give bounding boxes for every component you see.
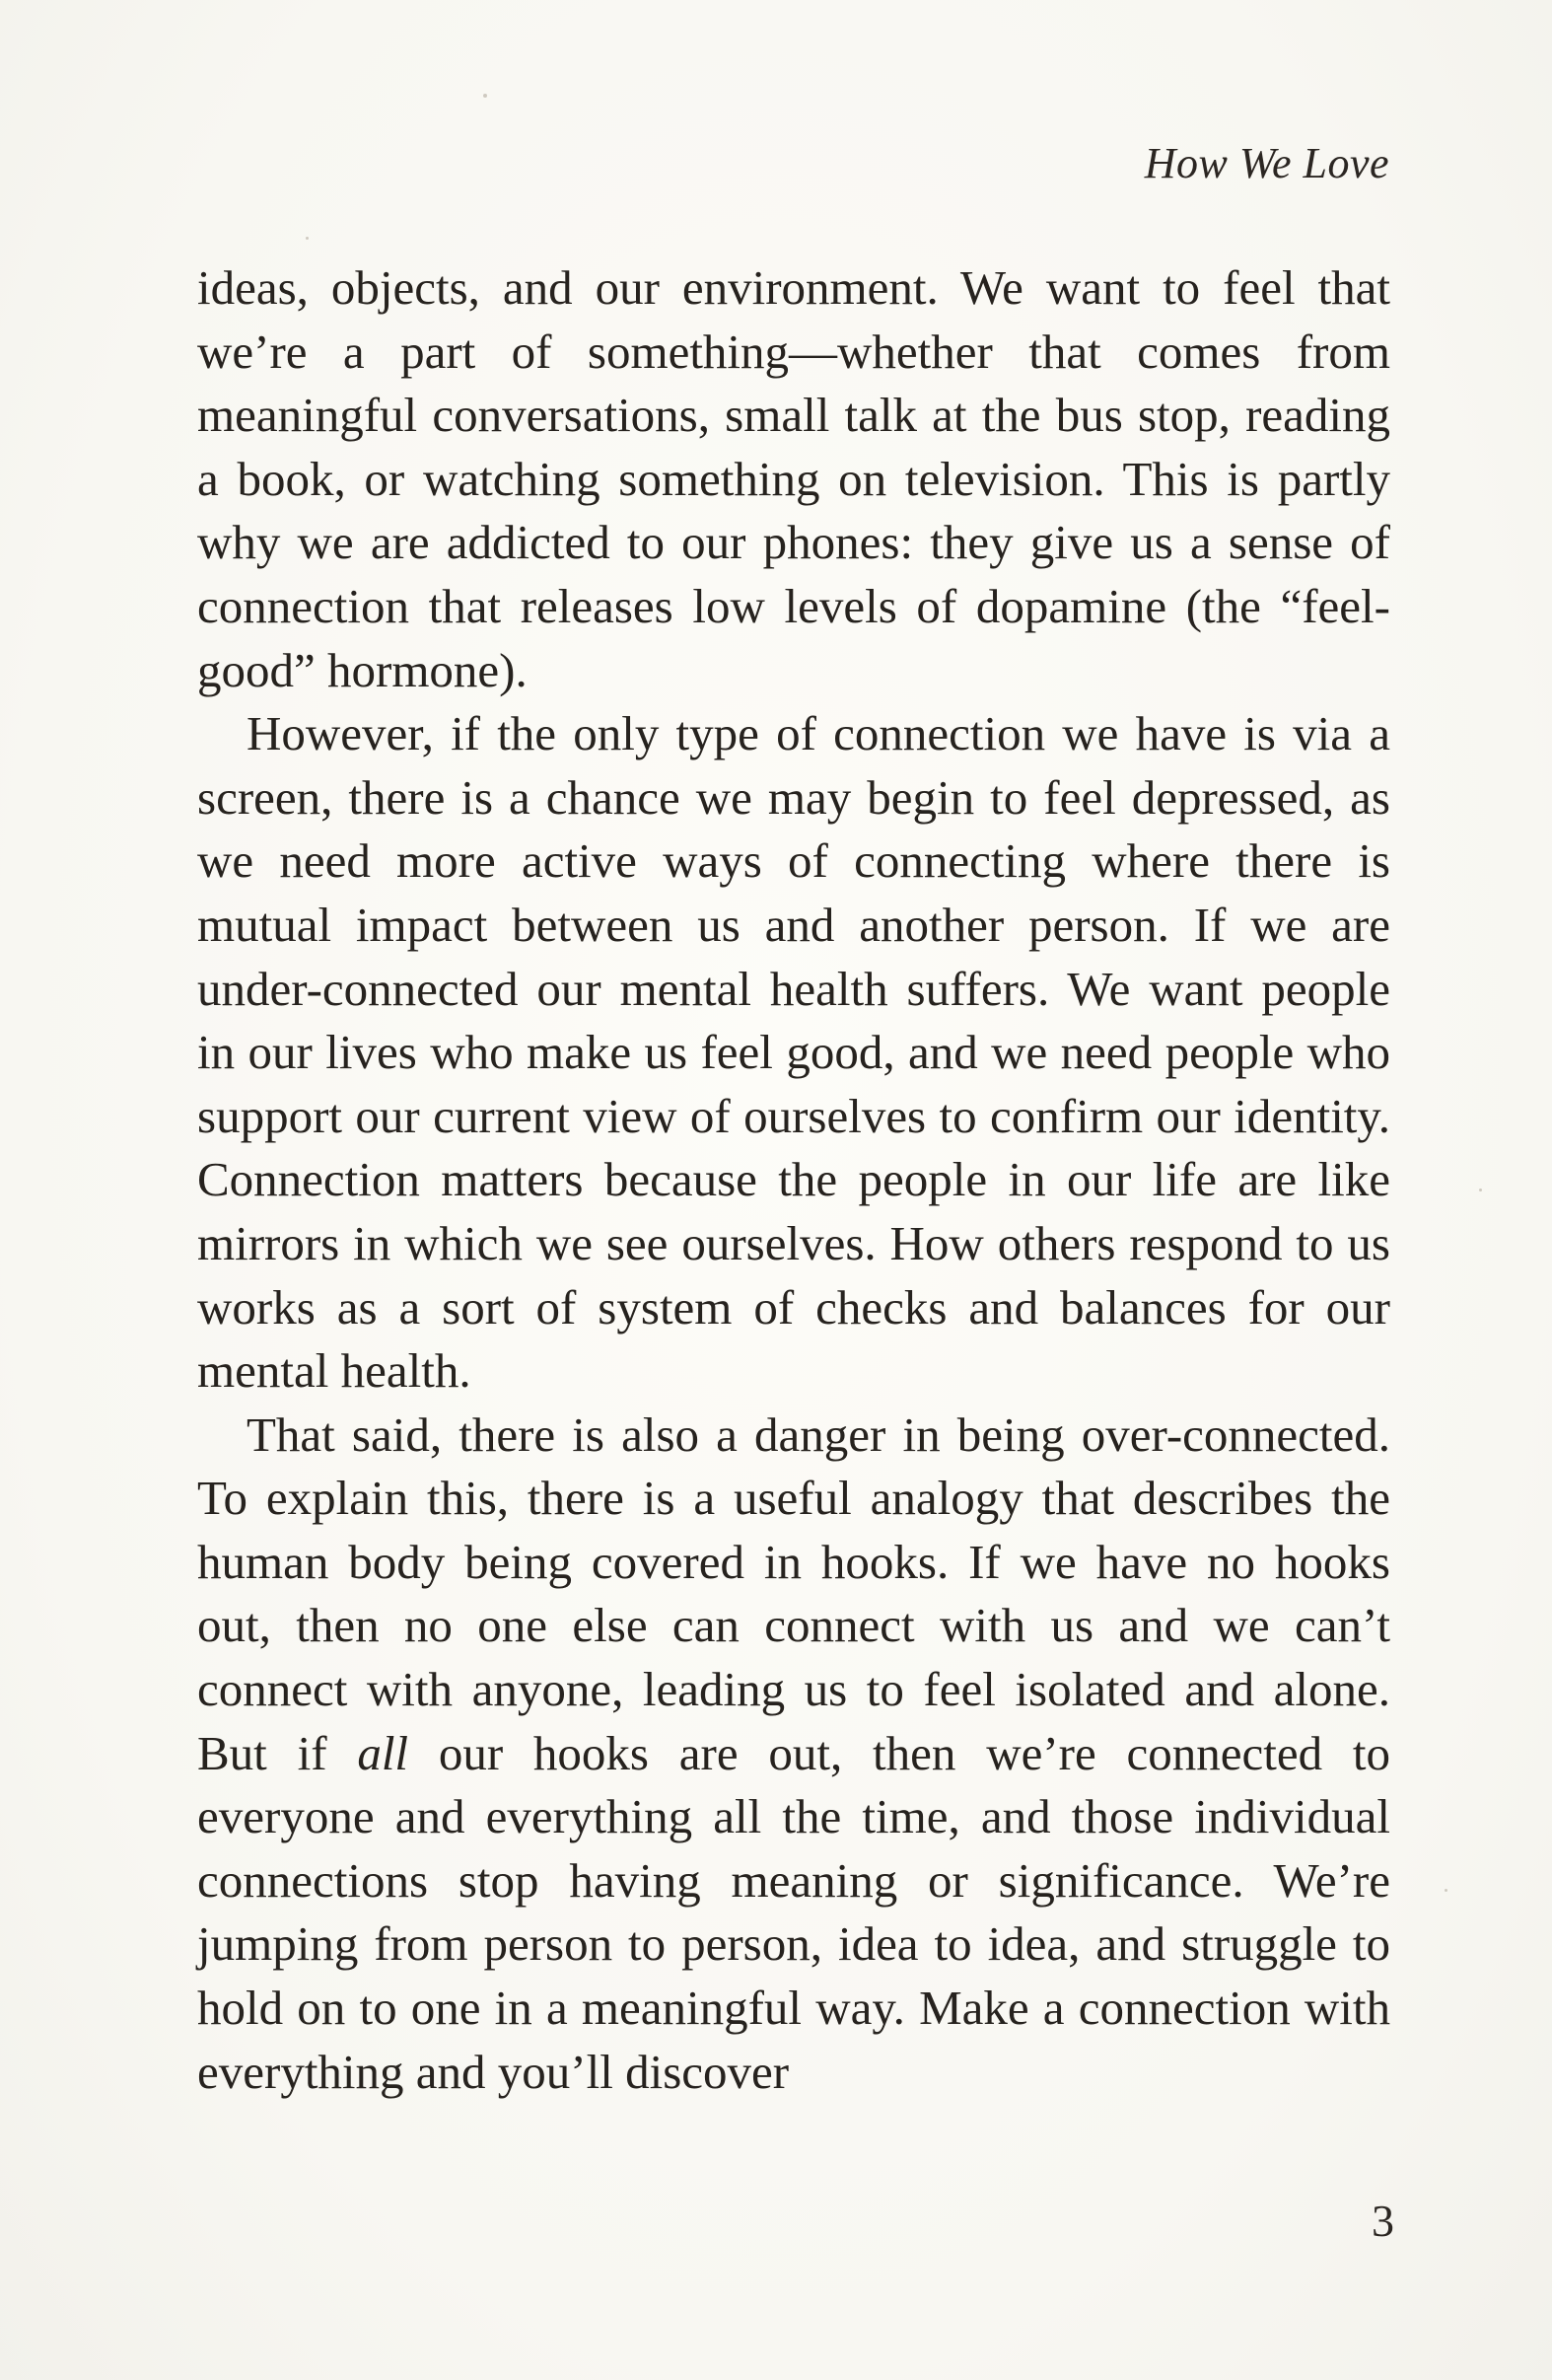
paper-speck bbox=[1445, 1889, 1447, 1892]
paragraph-3-end: our hooks are out, then we’re connected to everyone and everything all the time, and those individual connections stop having meaning or significance. We’re jumping from person to person, idea to idea, and struggle to hold on to one in a meaningful way. Make a connection with everything and you’ll discover bbox=[197, 1725, 1391, 2099]
paragraph-2: However, if the only type of connection we have is via a screen, there is a chance we may begin to feel depressed, as we need more active ways of connecting where there is mutual impact between us and another person. If we are under-connected our mental health suffers. We want people in our lives who make us feel good, and we need people who support our current view of ourselves to confirm our identity. Connection matters because the people in our life are like mirrors in which we see ourselves. How others respond to us works as a sort of system of checks and balances for our mental health. bbox=[197, 706, 1390, 1399]
paper-speck bbox=[1479, 1189, 1482, 1191]
emphasized-word: all bbox=[357, 1725, 409, 1780]
paragraph-3-start: That said, there is also a danger in being over-connected. To explain this, there is a useful analogy that describes the human body being covered in hooks. If we have no hooks out, then no one else can connect with us and we can’t connect with anyone, leading us to feel isolated and alone. But if bbox=[197, 1406, 1390, 1780]
paper-speck bbox=[306, 237, 309, 240]
running-header: How We Love bbox=[1144, 139, 1389, 187]
body-text bbox=[197, 256, 1390, 2104]
paragraph-1: ideas, objects, and our environment. We want to feel that we’re a part of something—whether that comes from meaningful conversations, small talk at the bus stop, reading a book, or watching something on television. This is partly why we are addicted to our phones: they give us a sense of connection that releases low levels of dopamine (the “feel-good” hormone). bbox=[197, 260, 1390, 697]
paper-speck bbox=[483, 94, 487, 98]
page-number: 3 bbox=[1372, 2196, 1394, 2246]
paragraph-3 bbox=[197, 1404, 1390, 2105]
